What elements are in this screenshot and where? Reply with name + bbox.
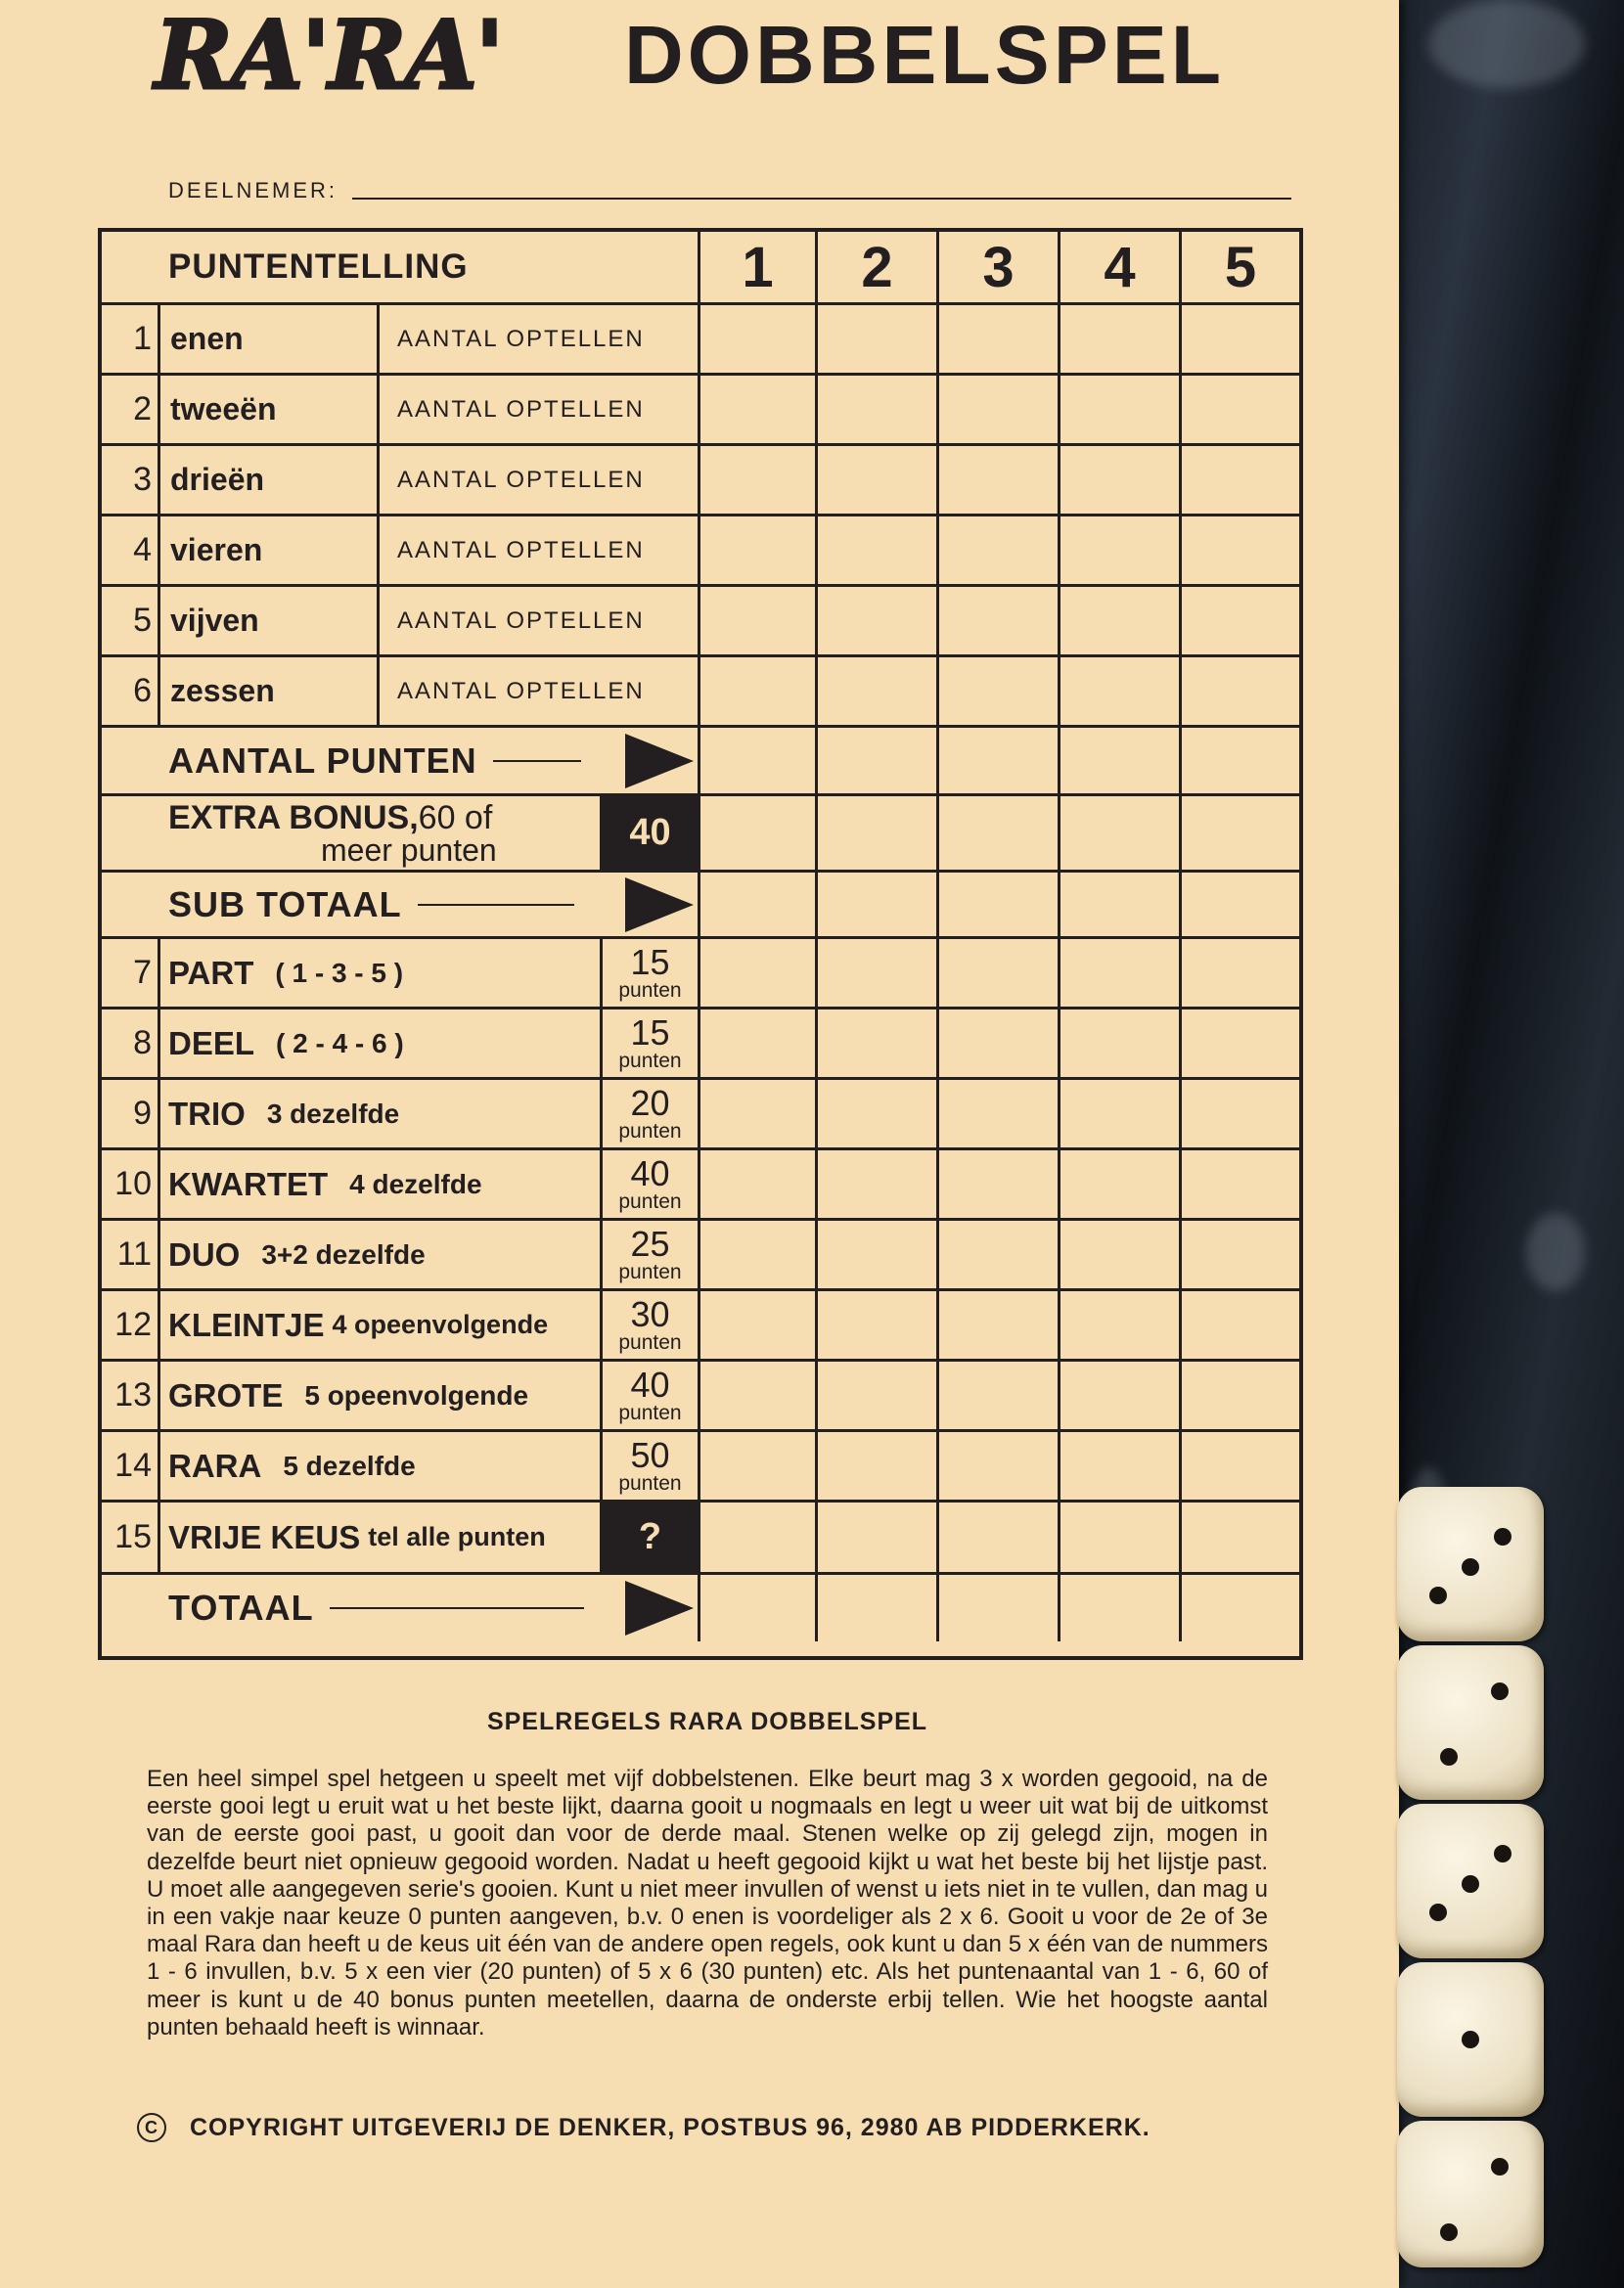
score-cell-upper-1-col-3[interactable]: [939, 305, 1060, 373]
row-points-value: 30: [630, 1294, 670, 1334]
die-pip: [1440, 2223, 1458, 2241]
score-cell-bonus-col-3[interactable]: [939, 796, 1060, 870]
table-row: [102, 446, 1299, 516]
table-row: [102, 1080, 1299, 1150]
table-row: [102, 305, 1299, 376]
row-points: [603, 1432, 700, 1500]
row-label-desc: 4 dezelfde: [349, 1168, 482, 1199]
header: [147, 0, 1282, 108]
row-number: 2: [102, 376, 160, 443]
score-cell-lower-8-col-4[interactable]: [1060, 1009, 1182, 1077]
row-label: [160, 1432, 603, 1500]
score-cell-free-col-5[interactable]: [1182, 1503, 1299, 1572]
dash-line: [330, 1607, 584, 1609]
score-cell-lower-10-col-4[interactable]: [1060, 1150, 1182, 1218]
row-points-unit: punten: [618, 1331, 682, 1354]
row-label: drieën: [160, 446, 380, 514]
row-points: [603, 1291, 700, 1359]
row-points-value: 40: [630, 1365, 670, 1405]
row-number: 5: [102, 587, 160, 654]
score-cell-lower-7-col-3[interactable]: [939, 939, 1060, 1007]
table-header-row: [102, 232, 1299, 305]
score-cell-lower-14-col-2[interactable]: [818, 1432, 939, 1500]
row-points-value: 40: [630, 1153, 670, 1193]
score-cell-upper-4-col-2[interactable]: [818, 516, 939, 584]
score-cell-free-col-2[interactable]: [818, 1503, 939, 1572]
score-cell-upper-2-col-4[interactable]: [1060, 376, 1182, 443]
score-cell-upper-4-col-3[interactable]: [939, 516, 1060, 584]
row-label: tweeën: [160, 376, 380, 443]
row-points: [603, 939, 700, 1007]
row-number: 6: [102, 657, 160, 725]
table-row: [102, 1150, 1299, 1221]
row-points-unit: punten: [618, 1190, 682, 1213]
row-points: [603, 1080, 700, 1147]
free-choice-label: [160, 1503, 603, 1572]
score-cell-lower-13-col-1[interactable]: [700, 1362, 818, 1429]
sub-totaal-row: [102, 873, 1299, 939]
row-instruction: AANTAL OPTELLEN: [380, 376, 700, 443]
score-cell-upper-1-col-2[interactable]: [818, 305, 939, 373]
score-cell-totaal-col-3[interactable]: [939, 1575, 1060, 1641]
player-column-2: 2: [818, 232, 939, 302]
score-cell-lower-8-col-2[interactable]: [818, 1009, 939, 1077]
score-cell-free-col-1[interactable]: [700, 1503, 818, 1572]
score-cell-upper-3-col-5[interactable]: [1182, 446, 1299, 514]
score-cell-sub-col-3[interactable]: [939, 873, 1060, 936]
row-points: [603, 1009, 700, 1077]
score-cell-lower-10-col-2[interactable]: [818, 1150, 939, 1218]
score-cell-lower-14-col-1[interactable]: [700, 1432, 818, 1500]
copyright-text: COPYRIGHT UITGEVERIJ DE DENKER, POSTBUS 96, 2980 AB PIDDERKERK.: [190, 2113, 1150, 2141]
row-label: [160, 939, 603, 1007]
row-label-main: TRIO: [168, 1095, 246, 1132]
die-pip: [1494, 1528, 1511, 1546]
score-cell-lower-7-col-4[interactable]: [1060, 939, 1182, 1007]
score-cell-sub-col-4[interactable]: [1060, 873, 1182, 936]
score-cell-upper-4-col-5[interactable]: [1182, 516, 1299, 584]
sub-totaal-label: SUB TOTAAL: [102, 873, 620, 936]
row-number: 8: [102, 1009, 160, 1077]
free-choice-main: VRIJE KEUS: [168, 1518, 361, 1555]
row-number: 15: [102, 1503, 160, 1572]
score-cell-totaal-col-2[interactable]: [818, 1575, 939, 1641]
die-pip: [1494, 1845, 1511, 1862]
score-cell-sub-col-5[interactable]: [1182, 873, 1299, 936]
arrow-icon-aantal: [625, 734, 694, 788]
score-cell-lower-12-col-4[interactable]: [1060, 1291, 1182, 1359]
free-choice-row: [102, 1503, 1299, 1575]
row-label-main: KLEINTJE: [168, 1306, 325, 1343]
die-pip: [1491, 2158, 1509, 2176]
score-cell-upper-5-col-3[interactable]: [939, 587, 1060, 654]
score-cell-lower-13-col-4[interactable]: [1060, 1362, 1182, 1429]
score-cell-upper-4-col-1[interactable]: [700, 516, 818, 584]
row-points-value: 15: [630, 942, 670, 982]
score-cell-totaal-col-4[interactable]: [1060, 1575, 1182, 1641]
totaal-row: [102, 1575, 1299, 1641]
row-label: [160, 1362, 603, 1429]
row-points-unit: punten: [618, 979, 682, 1002]
extra-bonus-line1b: 60 of: [418, 798, 493, 836]
score-cell-lower-13-col-3[interactable]: [939, 1362, 1060, 1429]
score-cell-upper-5-col-1[interactable]: [700, 587, 818, 654]
row-label-desc: 5 opeenvolgende: [304, 1379, 529, 1411]
die-pip: [1429, 1587, 1447, 1604]
dash-line: [418, 904, 574, 906]
table-row: [102, 1009, 1299, 1080]
die-pip: [1462, 2031, 1479, 2048]
arrow-icon-totaal: [625, 1581, 694, 1636]
row-number: 1: [102, 305, 160, 373]
row-points-unit: punten: [618, 1050, 682, 1072]
row-points: [603, 1221, 700, 1288]
row-label-desc: 5 dezelfde: [283, 1450, 416, 1481]
row-label-desc: 3 dezelfde: [266, 1098, 400, 1129]
row-label: [160, 1291, 603, 1359]
score-table: [98, 228, 1303, 1660]
dash-line: [493, 760, 581, 762]
row-number: 13: [102, 1362, 160, 1429]
row-points-value: 15: [630, 1012, 670, 1053]
score-cell-upper-5-col-5[interactable]: [1182, 587, 1299, 654]
die-5: [1397, 2121, 1544, 2267]
table-row: [102, 1291, 1299, 1362]
score-cell-lower-12-col-5[interactable]: [1182, 1291, 1299, 1359]
score-cell-aantal-col-2[interactable]: [818, 728, 939, 793]
row-label-main: GROTE: [168, 1376, 284, 1413]
row-label-main: RARA: [168, 1447, 262, 1484]
score-cell-bonus-col-4[interactable]: [1060, 796, 1182, 870]
score-cell-lower-14-col-4[interactable]: [1060, 1432, 1182, 1500]
score-cell-lower-11-col-3[interactable]: [939, 1221, 1060, 1288]
score-cell-upper-3-col-3[interactable]: [939, 446, 1060, 514]
rara-logo: [147, 6, 567, 108]
score-cell-aantal-col-1[interactable]: [700, 728, 818, 793]
extra-bonus-line1: EXTRA BONUS,60 of: [168, 798, 493, 836]
row-label: [160, 1009, 603, 1077]
extra-bonus-row: [102, 796, 1299, 873]
score-cell-lower-9-col-3[interactable]: [939, 1080, 1060, 1147]
player-column-1: 1: [700, 232, 818, 302]
score-cell-lower-13-col-5[interactable]: [1182, 1362, 1299, 1429]
row-label-desc: ( 2 - 4 - 6 ): [276, 1027, 404, 1058]
arrow-icon-sub: [625, 877, 694, 932]
score-cell-lower-9-col-2[interactable]: [818, 1080, 939, 1147]
score-cell-totaal-col-1[interactable]: [700, 1575, 818, 1641]
rules-title: SPELREGELS RARA DOBBELSPEL: [486, 1708, 928, 1735]
score-cell-bonus-col-1[interactable]: [700, 796, 818, 870]
score-cell-lower-11-col-4[interactable]: [1060, 1221, 1182, 1288]
score-cell-lower-14-col-5[interactable]: [1182, 1432, 1299, 1500]
row-points-value: 25: [630, 1224, 670, 1264]
table-row: [102, 516, 1299, 587]
table-row: [102, 657, 1299, 728]
score-cell-upper-2-col-3[interactable]: [939, 376, 1060, 443]
row-number: 9: [102, 1080, 160, 1147]
score-cell-upper-2-col-5[interactable]: [1182, 376, 1299, 443]
die-pip: [1429, 1904, 1447, 1921]
row-number: 4: [102, 516, 160, 584]
row-label: zessen: [160, 657, 380, 725]
table-row: [102, 1362, 1299, 1432]
die-pip: [1462, 1875, 1479, 1893]
extra-bonus-line2: meer punten: [321, 831, 497, 868]
totaal-label: TOTAAL: [102, 1575, 620, 1641]
player-column-5: 5: [1224, 235, 1257, 299]
rules-section: [147, 1708, 1268, 2041]
score-cell-lower-9-col-4[interactable]: [1060, 1080, 1182, 1147]
score-cell-upper-1-col-5[interactable]: [1182, 305, 1299, 373]
score-cell-upper-5-col-4[interactable]: [1060, 587, 1182, 654]
score-cell-lower-10-col-3[interactable]: [939, 1150, 1060, 1218]
row-label: vieren: [160, 516, 380, 584]
row-label: [160, 1221, 603, 1288]
die-4: [1397, 1962, 1544, 2117]
extra-bonus-value: 40: [603, 796, 700, 870]
rules-text: Een heel simpel spel hetgeen u speelt met vijf dobbelstenen. Elke beurt mag 3 x worden gegooid, na de eerste gooi legt u eruit wat u het beste lijkt, daarna gooit u nogmaals en legt u weer uit wat bij de uitkomst van de eerste gooi past, u gooit dan voor de derde maal. Stenen welke op zij gelegd zijn, mogen in dezelfde beurt niet opnieuw gegooid worden. Nadat u heeft gegooid kijkt u wat het beste bij het lijstje past. U moet alle aangegeven serie's gooien. Kunt u niet meer invullen of wenst u iets niet in te vullen, dan mag u in een vakje naar keuze 0 punten aangeven, b.v. 0 enen is voordeliger als 2 x 6. Gooit u voor de 2e of 3e maal Rara dan heeft u de keus uit één van de andere open regels, ook kunt u dan 5 x één van de nummers 1 - 6 invullen, b.v. 5 x een vier (20 punten) of 5 x 6 (30 punten) etc. Als het puntenaantal van 1 - 6, 60 of meer is kunt u de 40 bonus punten meetellen, daarna de onderste erbij tellen. Wie het hoogste aantal punten behaald heeft is winnaar.: [147, 1766, 1268, 2041]
aantal-punten-label: AANTAL PUNTEN: [102, 728, 620, 793]
score-cell-upper-2-col-1[interactable]: [700, 376, 818, 443]
row-number: 3: [102, 446, 160, 514]
row-label-main: PART: [168, 954, 254, 991]
score-cell-lower-8-col-1[interactable]: [700, 1009, 818, 1077]
page-title: DOBBELSPEL: [624, 9, 1226, 101]
die-3: [1397, 1804, 1544, 1958]
aantal-punten-row: [102, 728, 1299, 796]
score-cell-lower-10-col-5[interactable]: [1182, 1150, 1299, 1218]
die-1: [1397, 1487, 1544, 1641]
row-label-desc: 3+2 dezelfde: [261, 1238, 426, 1270]
score-cell-upper-6-col-3[interactable]: [939, 657, 1060, 725]
copyright-line: [137, 2113, 1272, 2142]
participant-field[interactable]: [168, 178, 1295, 203]
score-cell-lower-13-col-2[interactable]: [818, 1362, 939, 1429]
table-row: [102, 939, 1299, 1009]
score-cell-lower-11-col-2[interactable]: [818, 1221, 939, 1288]
score-cell-lower-11-col-5[interactable]: [1182, 1221, 1299, 1288]
free-choice-points: ?: [603, 1503, 700, 1572]
row-instruction: AANTAL OPTELLEN: [380, 516, 700, 584]
score-cell-lower-12-col-2[interactable]: [818, 1291, 939, 1359]
table-row: [102, 587, 1299, 657]
score-cell-bonus-col-2[interactable]: [818, 796, 939, 870]
score-cell-free-col-4[interactable]: [1060, 1503, 1182, 1572]
row-label-main: DUO: [168, 1235, 241, 1273]
row-number: 12: [102, 1291, 160, 1359]
score-cell-upper-2-col-2[interactable]: [818, 376, 939, 443]
row-label-main: KWARTET: [168, 1165, 329, 1202]
row-instruction: AANTAL OPTELLEN: [380, 657, 700, 725]
row-instruction: AANTAL OPTELLEN: [380, 305, 700, 373]
row-label: [160, 1150, 603, 1218]
score-cell-lower-7-col-5[interactable]: [1182, 939, 1299, 1007]
score-cell-lower-9-col-5[interactable]: [1182, 1080, 1299, 1147]
row-label-desc: 4 opeenvolgende: [332, 1310, 549, 1339]
score-cell-lower-8-col-5[interactable]: [1182, 1009, 1299, 1077]
row-instruction: AANTAL OPTELLEN: [380, 446, 700, 514]
score-cell-lower-12-col-1[interactable]: [700, 1291, 818, 1359]
score-cell-lower-14-col-3[interactable]: [939, 1432, 1060, 1500]
score-cell-sub-col-1[interactable]: [700, 873, 818, 936]
die-2: [1397, 1645, 1544, 1800]
score-cell-aantal-col-4[interactable]: [1060, 728, 1182, 793]
score-cell-upper-5-col-2[interactable]: [818, 587, 939, 654]
row-number: 10: [102, 1150, 160, 1218]
row-points-unit: punten: [618, 1261, 682, 1283]
participant-line[interactable]: [352, 198, 1291, 200]
totaal-arrow: [620, 1575, 700, 1641]
player-column-4: 4: [1060, 232, 1182, 302]
score-cell-upper-6-col-5[interactable]: [1182, 657, 1299, 725]
row-points: [603, 1150, 700, 1218]
score-cell-upper-4-col-4[interactable]: [1060, 516, 1182, 584]
table-row: [102, 1432, 1299, 1503]
score-cell-lower-7-col-2[interactable]: [818, 939, 939, 1007]
row-number: 14: [102, 1432, 160, 1500]
score-cell-lower-10-col-1[interactable]: [700, 1150, 818, 1218]
sub-totaal-arrow: [620, 873, 700, 936]
score-cell-upper-1-col-4[interactable]: [1060, 305, 1182, 373]
row-points-unit: punten: [618, 1120, 682, 1143]
score-cell-totaal-col-5[interactable]: [1182, 1575, 1299, 1641]
row-label: [160, 1080, 603, 1147]
score-cell-sub-col-2[interactable]: [818, 873, 939, 936]
score-cell-lower-9-col-1[interactable]: [700, 1080, 818, 1147]
score-cell-free-col-3[interactable]: [939, 1503, 1060, 1572]
table-row: [102, 376, 1299, 446]
row-label: enen: [160, 305, 380, 373]
row-points: [603, 1362, 700, 1429]
row-label-main: DEEL: [168, 1024, 255, 1061]
table-header-label: PUNTENTELLING: [102, 232, 700, 302]
score-cell-upper-6-col-1[interactable]: [700, 657, 818, 725]
copyright-icon: C: [137, 2113, 166, 2142]
score-cell-upper-6-col-2[interactable]: [818, 657, 939, 725]
row-instruction: AANTAL OPTELLEN: [380, 587, 700, 654]
row-points-unit: punten: [618, 1472, 682, 1495]
row-points-value: 20: [630, 1083, 670, 1123]
score-cell-aantal-col-5[interactable]: [1182, 728, 1299, 793]
die-pip: [1491, 1682, 1509, 1700]
score-cell-upper-6-col-4[interactable]: [1060, 657, 1182, 725]
score-cell-upper-1-col-1[interactable]: [700, 305, 818, 373]
score-cell-lower-11-col-1[interactable]: [700, 1221, 818, 1288]
row-points-value: 50: [630, 1435, 670, 1475]
row-label-desc: ( 1 - 3 - 5 ): [275, 957, 404, 988]
free-choice-desc: tel alle punten: [368, 1522, 546, 1551]
extra-bonus-label: [102, 796, 603, 870]
aantal-punten-arrow: [620, 728, 700, 793]
score-cell-upper-3-col-2[interactable]: [818, 446, 939, 514]
row-label: vijven: [160, 587, 380, 654]
score-cell-bonus-col-5[interactable]: [1182, 796, 1299, 870]
player-column-3: 3: [939, 232, 1060, 302]
score-cell-upper-3-col-4[interactable]: [1060, 446, 1182, 514]
participant-label: DEELNEMER:: [168, 178, 338, 202]
die-pip: [1440, 1748, 1458, 1766]
row-points-unit: punten: [618, 1402, 682, 1424]
score-cell-lower-12-col-3[interactable]: [939, 1291, 1060, 1359]
table-row: [102, 1221, 1299, 1291]
die-pip: [1462, 1558, 1479, 1576]
logo-lettering: RA'RA': [155, 6, 503, 108]
score-cell-lower-7-col-1[interactable]: [700, 939, 818, 1007]
score-cell-upper-3-col-1[interactable]: [700, 446, 818, 514]
row-number: 7: [102, 939, 160, 1007]
score-cell-lower-8-col-3[interactable]: [939, 1009, 1060, 1077]
score-cell-aantal-col-3[interactable]: [939, 728, 1060, 793]
row-number: 11: [102, 1221, 160, 1288]
